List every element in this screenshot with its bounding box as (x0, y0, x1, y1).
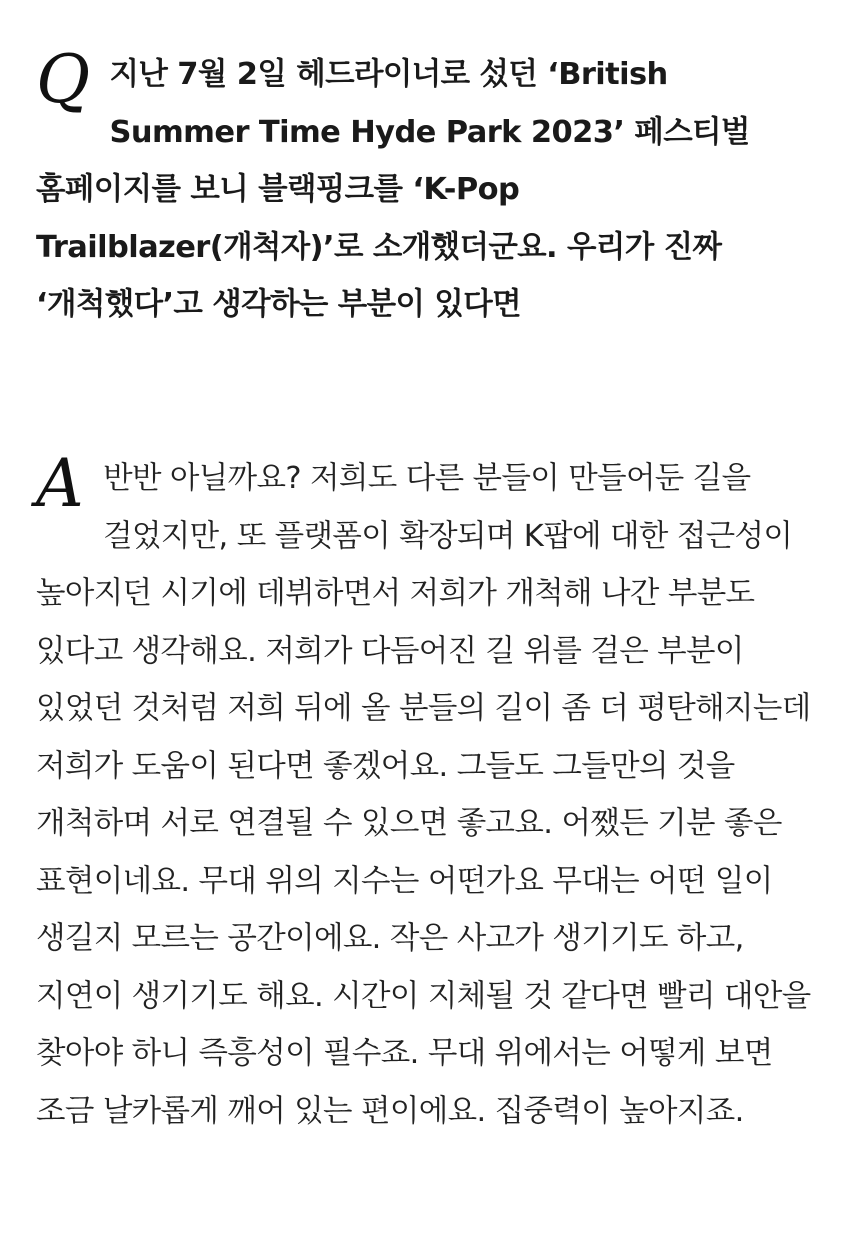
answer-initial: A (36, 445, 84, 522)
answer-block (36, 445, 814, 1140)
question-initial: Q (36, 41, 90, 118)
question-text: 지난 7월 2일 헤드라이너로 섰던 ‘British Summer Time Hyde Park 2023’ 페스티벌 홈페이지를 보니 블랙핑크를 ‘K-Pop Trailblazer(개척자)’로 소개했더군요. 우리가 진짜 ‘개척했다’고 생각하는 부분이 있다면 (36, 57, 750, 322)
answer-text: 반반 아닐까요? 저희도 다른 분들이 만들어둔 길을 걸었지만, 또 플랫폼이 확장되며 K팝에 대한 접근성이 높아지던 시기에 데뷔하면서 저희가 개척해 나간 부분도 있다고 생각해요. 저희가 다듬어진 길 위를 걸은 부분이 있었던 것처럼 저희 뒤에 올 분들의 길이 좀 더 평탄해지는데 저희가 도움이 된다면 좋겠어요. 그들도 그들만의 것을 개척하며 서로 연결될 수 있으면 좋고요. 어쨌든 기분 좋은 표현이네요. 무대 위의 지수는 어떤가요 무대는 어떤 일이 생길지 모르는 공간이에요. 작은 사고가 생기기도 하고, 지연이 생기기도 해요. 시간이 지체될 것 같다면 빨리 대안을 찾아야 하니 즉흥성이 필수죠. 무대 위에서는 어떻게 보면 조금 날카롭게 깨어 있는 편이에요. 집중력이 높아지죠. (36, 461, 811, 1129)
question-block (36, 41, 814, 334)
